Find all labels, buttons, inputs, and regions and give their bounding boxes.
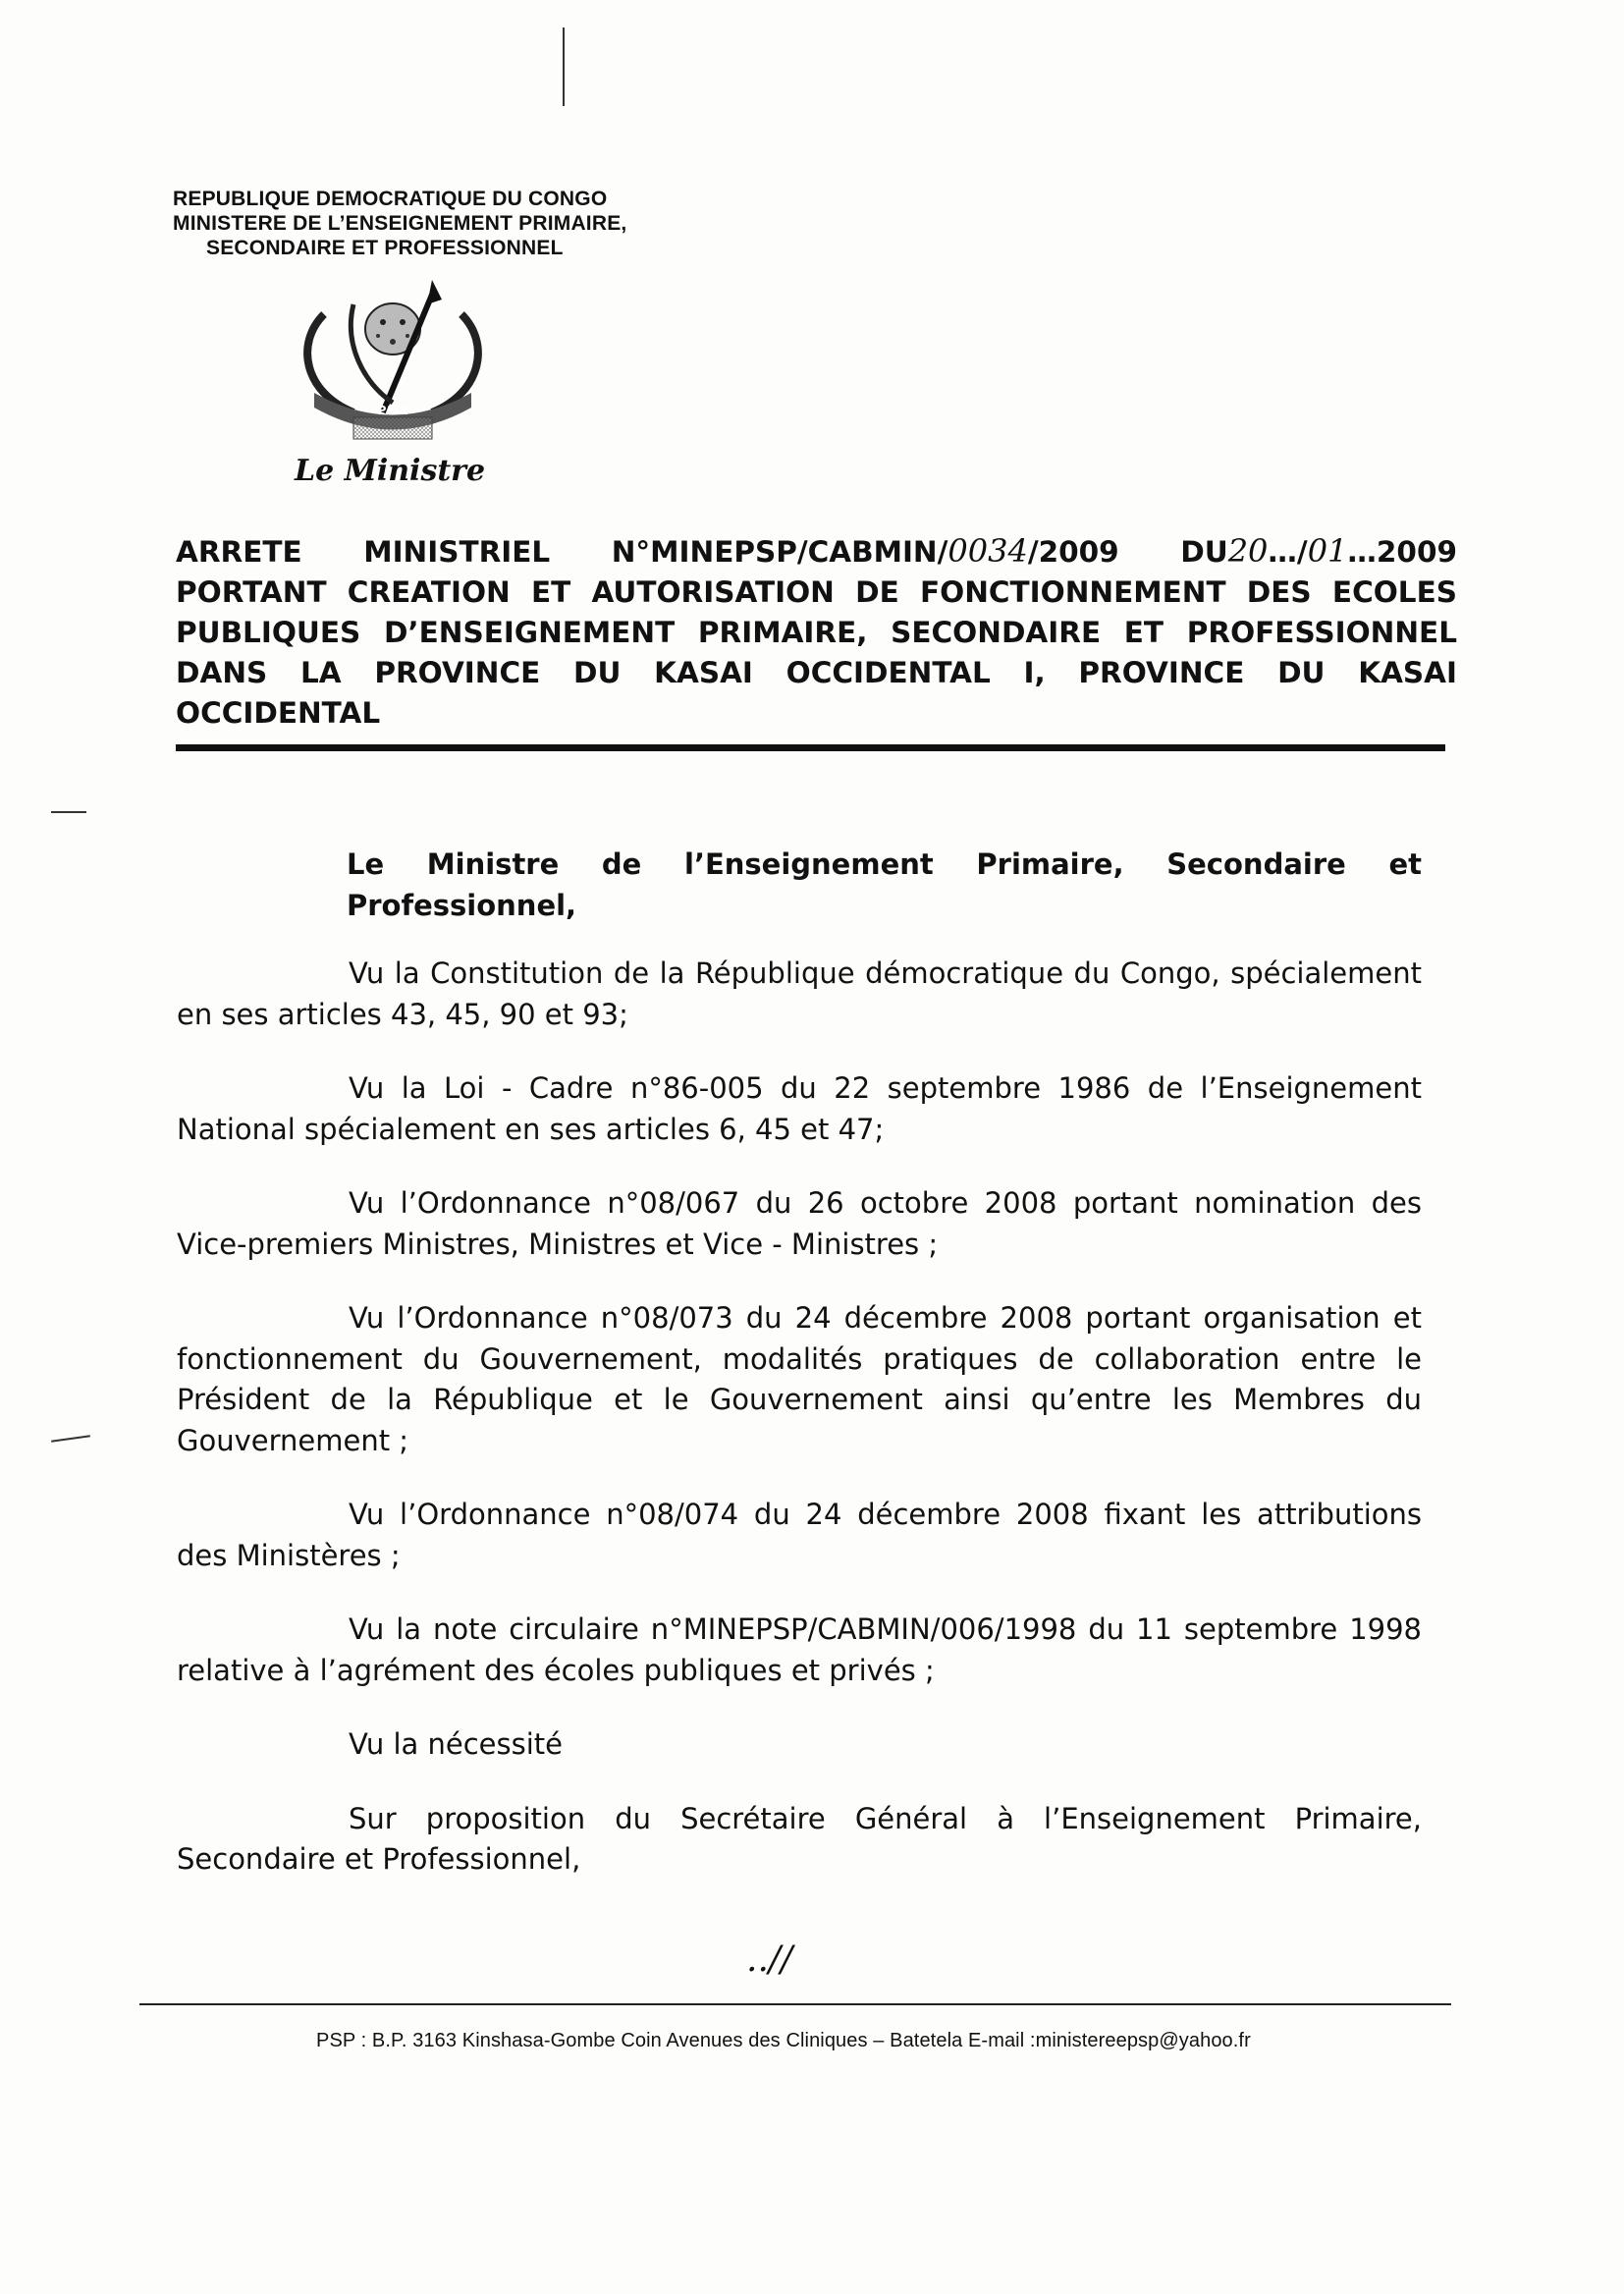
scan-artifact-vertical-line: [563, 27, 565, 106]
coat-of-arms-emblem: [285, 275, 501, 442]
handwritten-month: 01: [1307, 532, 1348, 570]
arrete-title: [176, 531, 1457, 734]
header-country: REPUBLIQUE DEMOCRATIQUE DU CONGO: [173, 188, 608, 210]
arrete-title-row-1: ARRETE MINISTRIEL N°MINEPSP/CABMIN/0034/2009 DU20…/01…2009: [176, 532, 1458, 570]
continuation-mark: ..//: [746, 1939, 793, 1980]
body-paragraph: Vu la note circulaire n°MINEPSP/CABMIN/006/1998 du 11 septembre 1998 relative à l’agrément des écoles publiques et privés ;: [177, 1612, 1422, 1687]
scan-artifact-left-hook: [51, 1435, 90, 1443]
ministry-header: [173, 187, 723, 260]
body-paragraph: Vu la Loi - Cadre n°86-005 du 22 septembre 1986 de l’Enseignement National spécialement en ses articles 6, 45 et 47;: [177, 1071, 1422, 1146]
document-body: [177, 845, 1422, 1914]
arrete-title-row-3: PUBLIQUES D’ENSEIGNEMENT PRIMAIRE, SECONDAIRE ET PROFESSIONNEL: [176, 616, 1457, 649]
arrete-title-row-2: PORTANT CREATION ET AUTORISATION DE FONCTIONNEMENT DES ECOLES: [176, 575, 1457, 609]
body-paragraph: Vu l’Ordonnance n°08/074 du 24 décembre 2008 fixant les attributions des Ministères ;: [177, 1498, 1422, 1572]
scan-artifact-left-dash: [51, 811, 86, 813]
header-ministry: MINISTERE DE L’ENSEIGNEMENT PRIMAIRE,: [173, 212, 627, 235]
arrete-title-row-5: OCCIDENTAL: [176, 696, 381, 730]
footer-divider: [139, 2003, 1451, 2005]
minister-heading: Le Ministre de l’Enseignement Primaire, Secondaire et Professionnel,: [347, 847, 1422, 922]
handwritten-day: 20: [1227, 532, 1269, 570]
body-paragraph: Vu la nécessité: [349, 1727, 564, 1761]
body-paragraph: Vu la Constitution de la République démocratique du Congo, spécialement en ses articles 43, 45, 90 et 93;: [177, 956, 1422, 1031]
handwritten-number: 0034: [947, 532, 1028, 570]
body-paragraph: Vu l’Ordonnance n°08/073 du 24 décembre 2008 portant organisation et fonctionnement du Gouvernement, modalités pratiques de collaboration entre le Président de la République et le Gouvernement ainsi qu’entre les Membres du Gouvernement ;: [177, 1301, 1422, 1457]
header-ministry-cont: SECONDAIRE ET PROFESSIONNEL: [206, 237, 564, 259]
emblem-motto: PAIX: [377, 404, 408, 417]
signature-title: Le Ministre: [295, 454, 486, 488]
body-paragraph: Vu l’Ordonnance n°08/067 du 26 octobre 2008 portant nomination des Vice-premiers Ministres, Ministres et Vice - Ministres ;: [177, 1186, 1422, 1261]
body-paragraph: Sur proposition du Secrétaire Général à l’Enseignement Primaire, Secondaire et Professionnel,: [177, 1801, 1422, 1876]
title-divider: [176, 744, 1445, 751]
arrete-title-row-4: DANS LA PROVINCE DU KASAI OCCIDENTAL I, PROVINCE DU KASAI: [176, 656, 1457, 689]
footer-address: PSP : B.P. 3163 Kinshasa-Gombe Coin Avenues des Cliniques – Batetela E-mail :ministereepsp@yahoo.fr: [316, 2030, 1251, 2051]
